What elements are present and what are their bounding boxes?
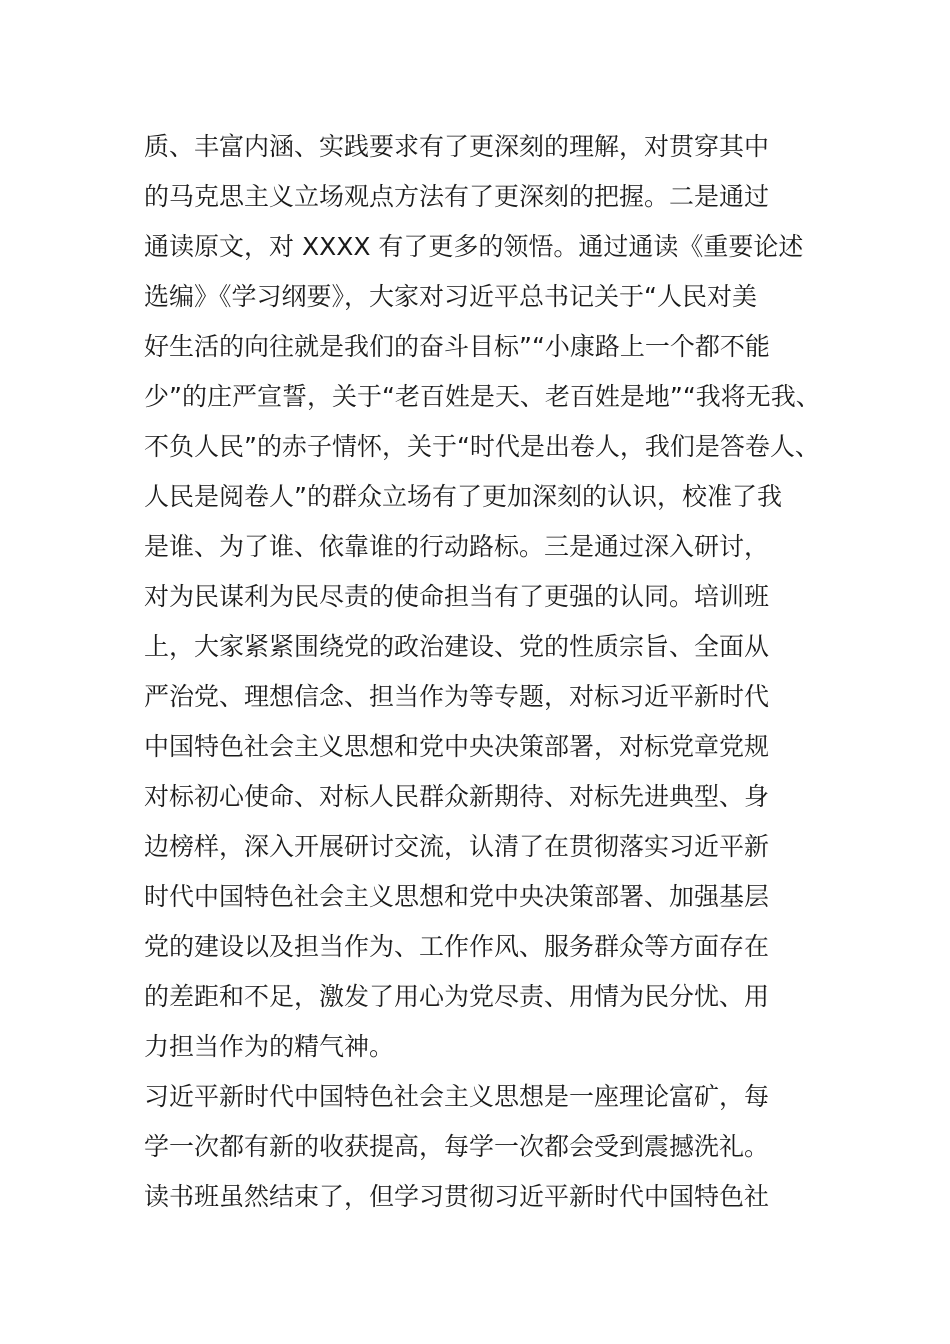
text-line: 时代中国特色社会主义思想和党中央决策部署、加强基层 [144,882,770,911]
text-line: 力担当作为的精气神。 [144,1032,395,1061]
text-line: 严治党、理想信念、担当作为等专题，对标习近平新时代 [144,682,770,711]
text-line: 选编》《学习纲要》，大家对习近平总书记关于“人民对美 [144,282,757,311]
body-text [144,122,824,1222]
text-line: 人民是阅卷人”的群众立场有了更加深刻的认识，校准了我 [144,482,782,511]
text-line: 少”的庄严宣誓，关于“老百姓是天、老百姓是地”“我将无我、 [144,382,821,411]
text-line: 读书班虽然结束了，但学习贯彻习近平新时代中国特色社 [144,1182,770,1211]
text-line: 上，大家紧紧围绕党的政治建设、党的性质宗旨、全面从 [144,632,770,661]
text-line: 通读原文，对 XXXX 有了更多的领悟。通过通读《重要论述 [144,232,804,261]
text-line: 学一次都有新的收获提高，每学一次都会受到震撼洗礼。 [144,1132,770,1161]
paragraph-2 [144,1072,824,1222]
text-line: 的马克思主义立场观点方法有了更深刻的把握。二是通过 [144,182,770,211]
text-line: 不负人民”的赤子情怀，关于“时代是出卷人，我们是答卷人、 [144,432,820,461]
text-line: 党的建设以及担当作为、工作作风、服务群众等方面存在 [144,932,770,961]
text-line: 对为民谋利为民尽责的使命担当有了更强的认同。培训班 [144,582,770,611]
text-line: 对标初心使命、对标人民群众新期待、对标先进典型、身 [144,782,770,811]
text-line: 边榜样，深入开展研讨交流，认清了在贯彻落实习近平新 [144,832,770,861]
text-line: 的差距和不足，激发了用心为党尽责、用情为民分忧、用 [144,982,770,1011]
text-line: 好生活的向往就是我们的奋斗目标”“小康路上一个都不能 [144,332,770,361]
paragraph-1 [144,122,824,1072]
text-line: 习近平新时代中国特色社会主义思想是一座理论富矿，每 [144,1082,770,1111]
text-line: 质、丰富内涵、实践要求有了更深刻的理解，对贯穿其中 [144,132,770,161]
text-line: 中国特色社会主义思想和党中央决策部署，对标党章党规 [144,732,770,761]
text-line: 是谁、为了谁、依靠谁的行动路标。三是通过深入研讨， [144,532,770,561]
